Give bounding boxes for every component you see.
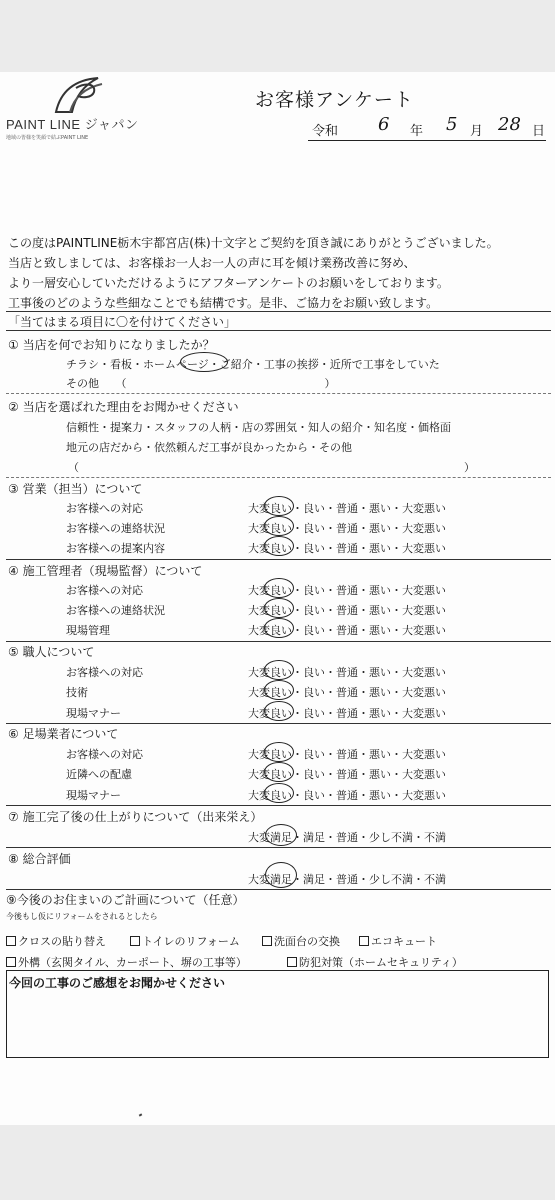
date-era: 令和 xyxy=(312,124,339,139)
checkbox-security[interactable]: 防犯対策（ホームセキュリティ） xyxy=(287,954,463,970)
answer-circle xyxy=(180,352,228,372)
divider xyxy=(6,889,551,890)
answer-circle xyxy=(265,824,297,846)
divider xyxy=(6,805,551,806)
checkbox-toilet[interactable]: トイレのリフォーム xyxy=(130,933,240,949)
q2-options-1: 信頼性・提案力・スタッフの人柄・店の雰囲気・知人の紹介・知名度・価格面 xyxy=(66,421,451,434)
date-day-unit: 日 xyxy=(532,124,546,139)
q2-other: （ ） xyxy=(68,461,475,474)
intro-line: この度はPAINTLINE栃木宇都宮店(株)十文字とご契約を頂き誠にありがとうございました。 xyxy=(8,236,499,250)
checkbox-icon[interactable] xyxy=(262,936,272,946)
q4-item: お客様への連絡状況 xyxy=(66,604,165,617)
q7-title: ⑦ 施工完了後の仕上がりについて（出来栄え） xyxy=(8,810,263,824)
divider xyxy=(6,723,551,724)
intro-line: 工事後のどのような些細なことでも結構です。是非、ご協力をお願い致します。 xyxy=(8,296,439,310)
satisfaction-scale: 大変満足・満足・普通・少し不満・不満 xyxy=(248,873,446,886)
q4-title: ④ 施工管理者（現場監督）について xyxy=(8,564,203,578)
q6-item: お客様への対応 xyxy=(66,748,143,761)
paint-line-logo-mark xyxy=(46,74,106,114)
answer-circle xyxy=(265,862,297,888)
rating-scale: 大変良い・良い・普通・悪い・大変悪い xyxy=(248,584,446,597)
checkbox-ecocute[interactable]: エコキュート xyxy=(359,933,437,949)
answer-circle xyxy=(264,536,294,556)
company-name: PAINT LINE ジャパン xyxy=(6,117,139,132)
rating-scale: 大変良い・良い・普通・悪い・大変悪い xyxy=(248,686,446,699)
rating-scale: 大変良い・良い・普通・悪い・大変悪い xyxy=(248,522,446,535)
q3-item: お客様への連絡状況 xyxy=(66,522,165,535)
answer-circle xyxy=(264,701,294,721)
divider xyxy=(6,311,551,312)
q1-options: チラシ・看板・ホームページ・ご紹介・工事の挨拶・近所で工事をしていた xyxy=(66,358,440,371)
q4-item: 現場管理 xyxy=(66,624,110,637)
company-logo xyxy=(6,74,156,146)
q9-title: ⑨今後のお住まいのご計画について（任意） xyxy=(6,893,245,907)
q5-item: お客様への対応 xyxy=(66,666,143,679)
page-title: お客様アンケート xyxy=(255,89,414,111)
checkbox-icon[interactable] xyxy=(130,936,140,946)
divider xyxy=(6,393,551,394)
checkbox-icon[interactable] xyxy=(6,936,16,946)
divider xyxy=(6,847,551,848)
checkbox-icon[interactable] xyxy=(6,957,16,967)
checkbox-exterior[interactable]: 外構（玄関タイル、カーポート、塀の工事等） xyxy=(6,954,247,970)
instruction: 「当てはまる項目に〇を付けてください」 xyxy=(8,315,237,329)
answer-circle xyxy=(264,783,294,803)
rating-scale: 大変良い・良い・普通・悪い・大変悪い xyxy=(248,502,446,515)
rating-scale: 大変良い・良い・普通・悪い・大変悪い xyxy=(248,666,446,679)
divider xyxy=(6,641,551,642)
q3-title: ③ 営業（担当）について xyxy=(8,482,143,496)
checkbox-washbasin[interactable]: 洗面台の交換 xyxy=(262,933,340,949)
q6-item: 現場マナー xyxy=(66,789,121,802)
intro-line: より一層安心していただけるようにアフターアンケートのお願いをしております。 xyxy=(8,276,449,290)
answer-circle xyxy=(264,742,294,762)
date-month-unit: 月 xyxy=(470,124,484,139)
comment-label: 今回の工事のご感想をお聞かせください xyxy=(9,976,226,990)
rating-scale: 大変良い・良い・普通・悪い・大変悪い xyxy=(248,789,446,802)
q6-title: ⑥ 足場業者について xyxy=(8,727,119,741)
q3-item: お客様への提案内容 xyxy=(66,542,165,555)
divider xyxy=(6,330,551,331)
q2-options-2: 地元の店だから・依然頼んだ工事が良かったから・その他 xyxy=(66,441,352,454)
answer-circle xyxy=(264,516,294,536)
q4-item: お客様への対応 xyxy=(66,584,143,597)
answer-circle xyxy=(264,496,294,516)
comment-field[interactable] xyxy=(6,970,549,1058)
company-tagline: 地域の皆様を笑顔で結ぶPAINT LINE xyxy=(6,135,89,141)
q9-subtitle: 今後もし仮にリフォームをされるとしたら xyxy=(6,912,158,921)
rating-scale: 大変良い・良い・普通・悪い・大変悪い xyxy=(248,542,446,555)
q2-title: ② 当店を選ばれた理由をお聞かせください xyxy=(8,400,239,414)
rating-scale: 大変良い・良い・普通・悪い・大変悪い xyxy=(248,604,446,617)
q8-title: ⑧ 総合評価 xyxy=(8,852,71,866)
divider xyxy=(6,559,551,560)
answer-circle xyxy=(264,598,294,618)
answer-circle xyxy=(264,680,294,700)
checkbox-icon[interactable] xyxy=(287,957,297,967)
date-year: 6 xyxy=(378,114,390,135)
answer-circle xyxy=(264,618,294,638)
q5-item: 技術 xyxy=(66,686,88,699)
survey-date xyxy=(308,114,546,141)
rating-scale: 大変良い・良い・普通・悪い・大変悪い xyxy=(248,768,446,781)
checkbox-icon[interactable] xyxy=(359,936,369,946)
q5-title: ⑤ 職人について xyxy=(8,645,95,659)
q6-item: 近隣への配慮 xyxy=(66,768,132,781)
rating-scale: 大変良い・良い・普通・悪い・大変悪い xyxy=(248,624,446,637)
answer-circle xyxy=(264,578,294,598)
date-day: 28 xyxy=(498,114,521,135)
answer-circle xyxy=(264,762,294,782)
q3-item: お客様への対応 xyxy=(66,502,143,515)
divider xyxy=(6,477,551,478)
intro-line: 当店と致しましては、お客様お一人お一人の声に耳を傾け業務改善に努め、 xyxy=(8,256,416,270)
q5-item: 現場マナー xyxy=(66,707,121,720)
rating-scale: 大変良い・良い・普通・悪い・大変悪い xyxy=(248,707,446,720)
date-month: 5 xyxy=(446,114,458,135)
q1-title: ① 当店を何でお知りになりましたか？ xyxy=(8,338,215,352)
checkbox-cross[interactable]: クロスの貼り替え xyxy=(6,933,106,949)
date-year-unit: 年 xyxy=(410,124,424,139)
satisfaction-scale: 大変満足・満足・普通・少し不満・不満 xyxy=(248,831,446,844)
rating-scale: 大変良い・良い・普通・悪い・大変悪い xyxy=(248,748,446,761)
q1-other: その他 （ ） xyxy=(66,377,336,390)
answer-circle xyxy=(264,660,294,680)
